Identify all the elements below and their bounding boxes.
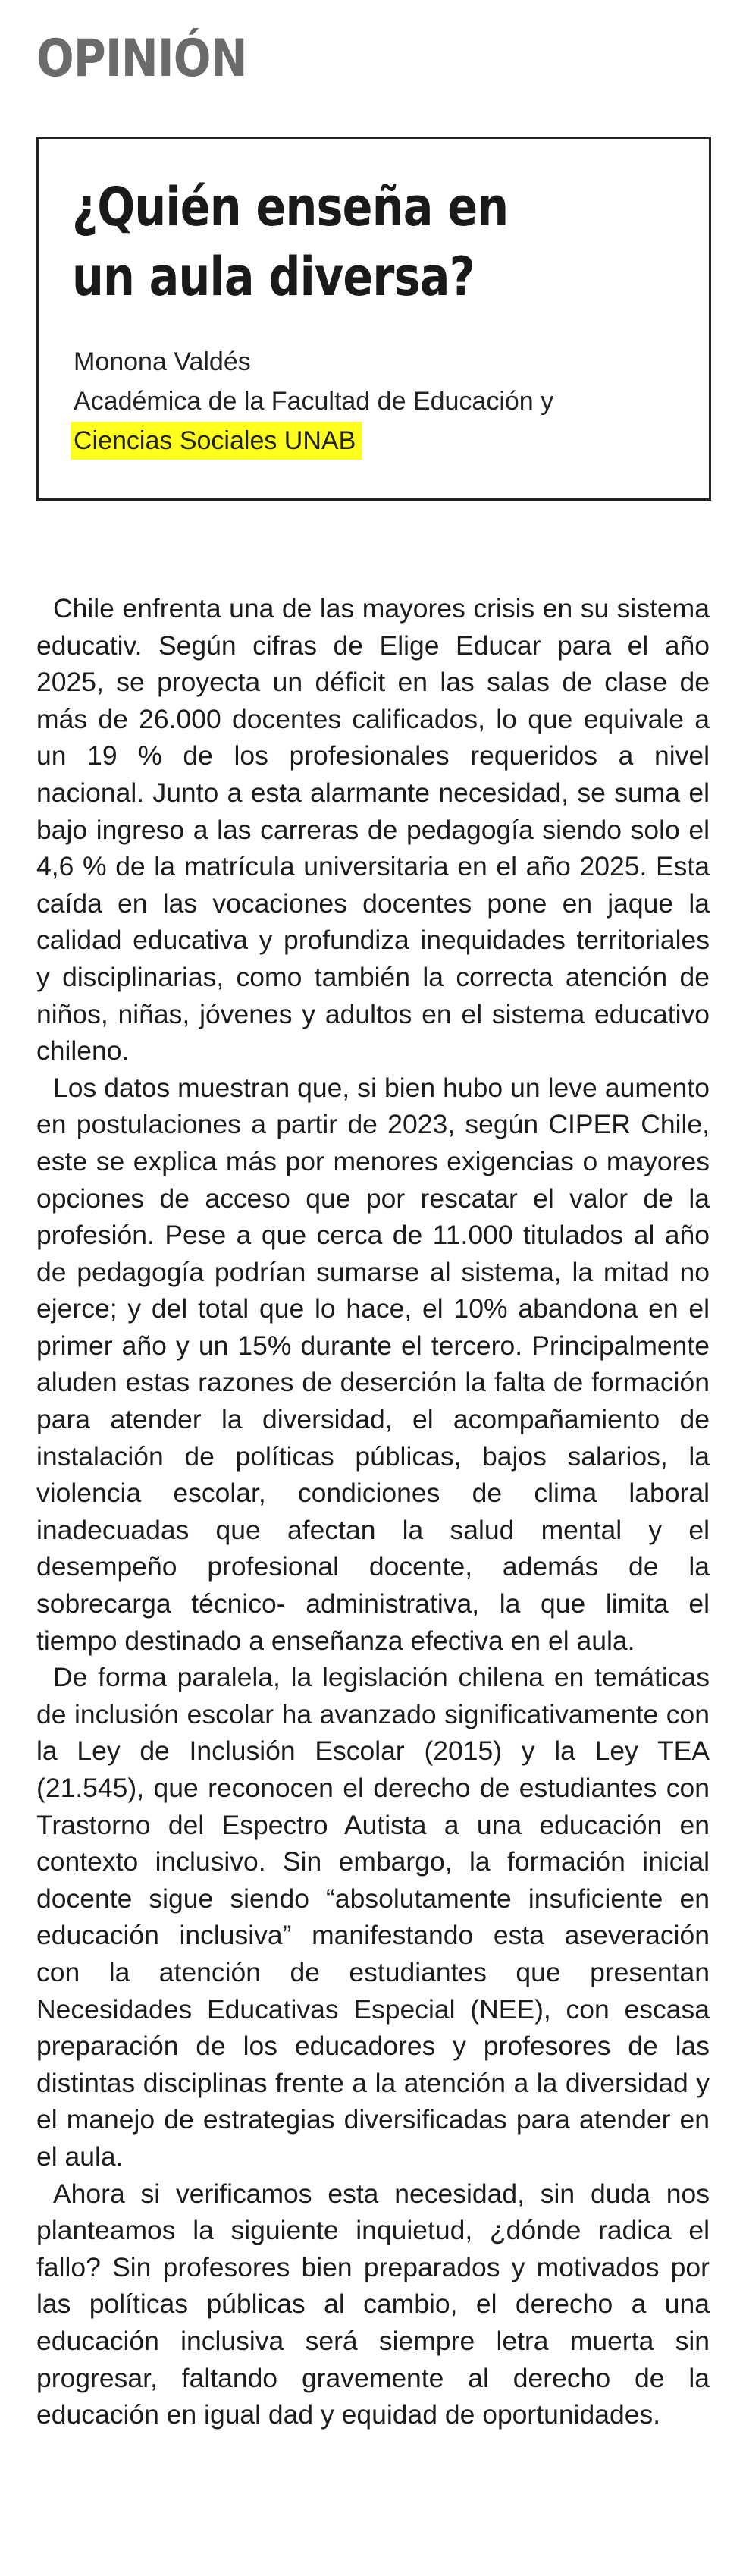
author-byline [74, 342, 553, 460]
headline-box [36, 137, 711, 501]
article-headline [72, 172, 508, 312]
headline-line-2: un aula diversa? [72, 246, 475, 308]
section-label: OPINIÓN [36, 29, 247, 89]
article-paragraph-2: Los datos muestran que, si bien hubo un leve aumento en postulaciones a partir de 2023, según CIPER Chile, este se explica más por menores exigencias o mayores opciones de acceso que por rescatar el valor de la profesión. Pese a que cerca de 11.000 titulados al año de pedagogía podrían sumarse al sistema, la mitad no ejerce; y del total que lo hace, el 10% abandona en el primer año y un 15% durante el tercero. Principalmente aluden estas razones de deserción la falta de formación para atender la diversidad, el acompañamiento de instalación de políticas públicas, bajos salarios, la violencia escolar, condiciones de clima laboral inadecuadas que afectan la salud mental y el desempeño profesional docente, además de la sobrecarga técnico- administrativa, la que limita el tiempo destinado a enseñanza efectiva en el aula. [36, 1072, 710, 1656]
article-paragraph-1: Chile enfrenta una de las mayores crisis en su sistema educativ. Según cifras de Elige Educar para el año 2025, se proyecta un déficit en las salas de clase de más de 26.000 docentes calificados, lo que equivale a un 19 % de los profesionales requeridos a nivel nacional. Junto a esta alarmante necesidad, se suma el bajo ingreso a las carreras de pedagogía siendo solo el 4,6 % de la matrícula universitaria en el año 2025. Esta caída en las vocaciones docentes pone en jaque la calidad educativa y profundiza inequidades territoriales y disciplinarias, como también la correcta atención de niños, niñas, jóvenes y adultos en el sistema educativo chileno. [36, 593, 710, 1067]
author-affiliation-highlight: Ciencias Sociales UNAB [71, 422, 362, 460]
author-name: Monona Valdés [74, 347, 251, 376]
headline-line-1: ¿Quién enseña en [72, 176, 509, 238]
article-paragraph-4: Ahora si verificamos esta necesidad, sin duda nos planteamos la siguiente inquietud, ¿dónde radica el fallo? Sin profesores bien preparados y motivados por las políticas públicas al cambio, el derecho a una educación inclusiva será siempre letra muerta sin progresar, faltando gravemente al derecho de la educación en igual dad y equidad de oportunidades. [36, 2178, 710, 2430]
article-paragraph-3: De forma paralela, la legislación chilena en temáticas de inclusión escolar ha avanzado significativamente con la Ley de Inclusión Escolar (2015) y la Ley TEA (21.545), que reconocen el derecho de estudiantes con Trastorno del Espectro Autista a una educación en contexto inclusivo. Sin embargo, la formación inicial docente sigue siendo “absolutamente insuficiente en educación inclusiva” manifestando esta aseveración con la atención de estudiantes que presentan Necesidades Educativas Especial (NEE), con escasa preparación de los educadores y profesores de las distintas disciplinas frente a la atención a la diversidad y el manejo de estrategias diversificadas para atender en el aula. [36, 1662, 710, 2172]
author-role: Académica de la Facultad de Educación y [74, 387, 554, 416]
article-body [36, 590, 710, 2433]
